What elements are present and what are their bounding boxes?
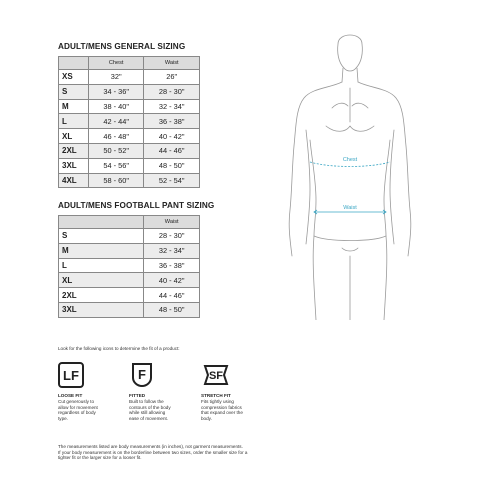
desc-line: Cut generously to [58,399,95,404]
waist-cell: 26" [144,70,200,85]
note-line-2: If your body measurement is on the borderline between two sizes, order the smaller size for a [58,449,248,455]
size-cell: S [59,84,89,99]
fitted-icon [129,362,155,388]
header-waist: Waist [144,216,200,229]
waist-cell: 44 - 46" [144,143,200,158]
table-row [59,143,200,158]
waist-cell: 40 - 42" [144,129,200,144]
table-row [59,229,200,244]
desc-line: ease of movement. [129,415,169,421]
table-row [59,99,200,114]
desc-line: regardless of body [58,410,96,415]
head-outline [338,35,363,71]
header-size [59,216,144,229]
size-cell: M [59,99,89,114]
pant-sizing-title: ADULT/MENS FOOTBALL PANT SIZING [58,201,215,210]
desc-line: type. [58,415,68,421]
table-header-row [59,57,200,70]
table-row [59,84,200,99]
general-sizing-table [58,56,200,188]
chest-cell: 54 - 56" [88,158,144,173]
table-header-row [59,216,200,229]
torso-outline [289,82,342,256]
waist-cell: 28 - 30" [144,84,200,99]
waist-cell: 28 - 30" [144,229,200,244]
stretch-fit-desc [201,399,271,421]
table-row [59,158,200,173]
size-cell: XL [59,273,144,288]
table-row [59,258,200,273]
size-cell: 3XL [59,158,89,173]
fitted-name: FITTED [129,393,146,398]
waist-cell: 36 - 38" [144,258,200,273]
fit-intro-text: Look for the following icons to determine the fit of a product: [58,346,180,351]
table-row [59,243,200,258]
stretch-fit-icon [201,362,231,388]
desc-line: compression fabrics [201,404,242,410]
loose-fit-icon-text: LF [63,368,79,383]
table-row [59,302,200,317]
waist-cell: 52 - 54" [144,173,200,188]
size-cell: 4XL [59,173,89,188]
loose-fit-desc [58,399,128,421]
desc-line: allow for movement [58,404,98,410]
size-cell: 3XL [59,302,144,317]
note-line-1: The measurements listed are body measurements (in inches), not garment measurements. [58,444,243,449]
table-row [59,70,200,85]
waist-cell: 32 - 34" [144,99,200,114]
desc-line: Built to follow the [129,399,164,404]
desc-line: body. [201,415,212,421]
chest-cell: 46 - 48" [88,129,144,144]
table-row [59,129,200,144]
desc-line: that expand over the [201,410,243,415]
chest-cell: 58 - 60" [88,173,144,188]
stretch-fit-icon-text: SF [208,370,224,382]
size-cell: L [59,114,89,129]
desc-line: Fits tightly using [201,399,234,404]
size-cell: L [59,258,144,273]
waist-cell: 36 - 38" [144,114,200,129]
pant-sizing-table [58,215,200,318]
loose-fit-name: LOOSE FIT [58,393,83,398]
header-size [59,57,89,70]
chest-label: Chest [342,157,358,163]
chest-cell: 34 - 36" [88,84,144,99]
waist-cell: 40 - 42" [144,273,200,288]
measurement-note [58,444,418,461]
table-row [59,173,200,188]
waist-cell: 44 - 46" [144,288,200,303]
waist-cell: 32 - 34" [144,243,200,258]
size-cell: S [59,229,144,244]
stretch-fit-name: STRETCH FIT [201,393,231,398]
general-sizing-title: ADULT/MENS GENERAL SIZING [58,42,186,51]
chest-cell: 32" [88,70,144,85]
table-row [59,288,200,303]
table-row [59,114,200,129]
size-cell: M [59,243,144,258]
size-cell: XL [59,129,89,144]
waist-cell: 48 - 50" [144,302,200,317]
fitted-desc [129,399,199,421]
table-row [59,273,200,288]
size-cell: XS [59,70,89,85]
loose-fit-icon [58,362,84,388]
chest-cell: 38 - 40" [88,99,144,114]
desc-line: while still allowing [129,410,166,415]
size-cell: 2XL [59,143,89,158]
fitted-icon-text: F [138,367,146,382]
chest-cell: 42 - 44" [88,114,144,129]
header-waist: Waist [144,57,200,70]
desc-line: contours of the body [129,404,171,410]
header-chest: Chest [88,57,144,70]
body-outline-figure [250,30,450,320]
waist-label: Waist [343,205,357,211]
chest-cell: 50 - 52" [88,143,144,158]
note-line-3: tighter fit or the larger size for a looser fit. [58,455,142,461]
waist-cell: 48 - 50" [144,158,200,173]
size-cell: 2XL [59,288,144,303]
